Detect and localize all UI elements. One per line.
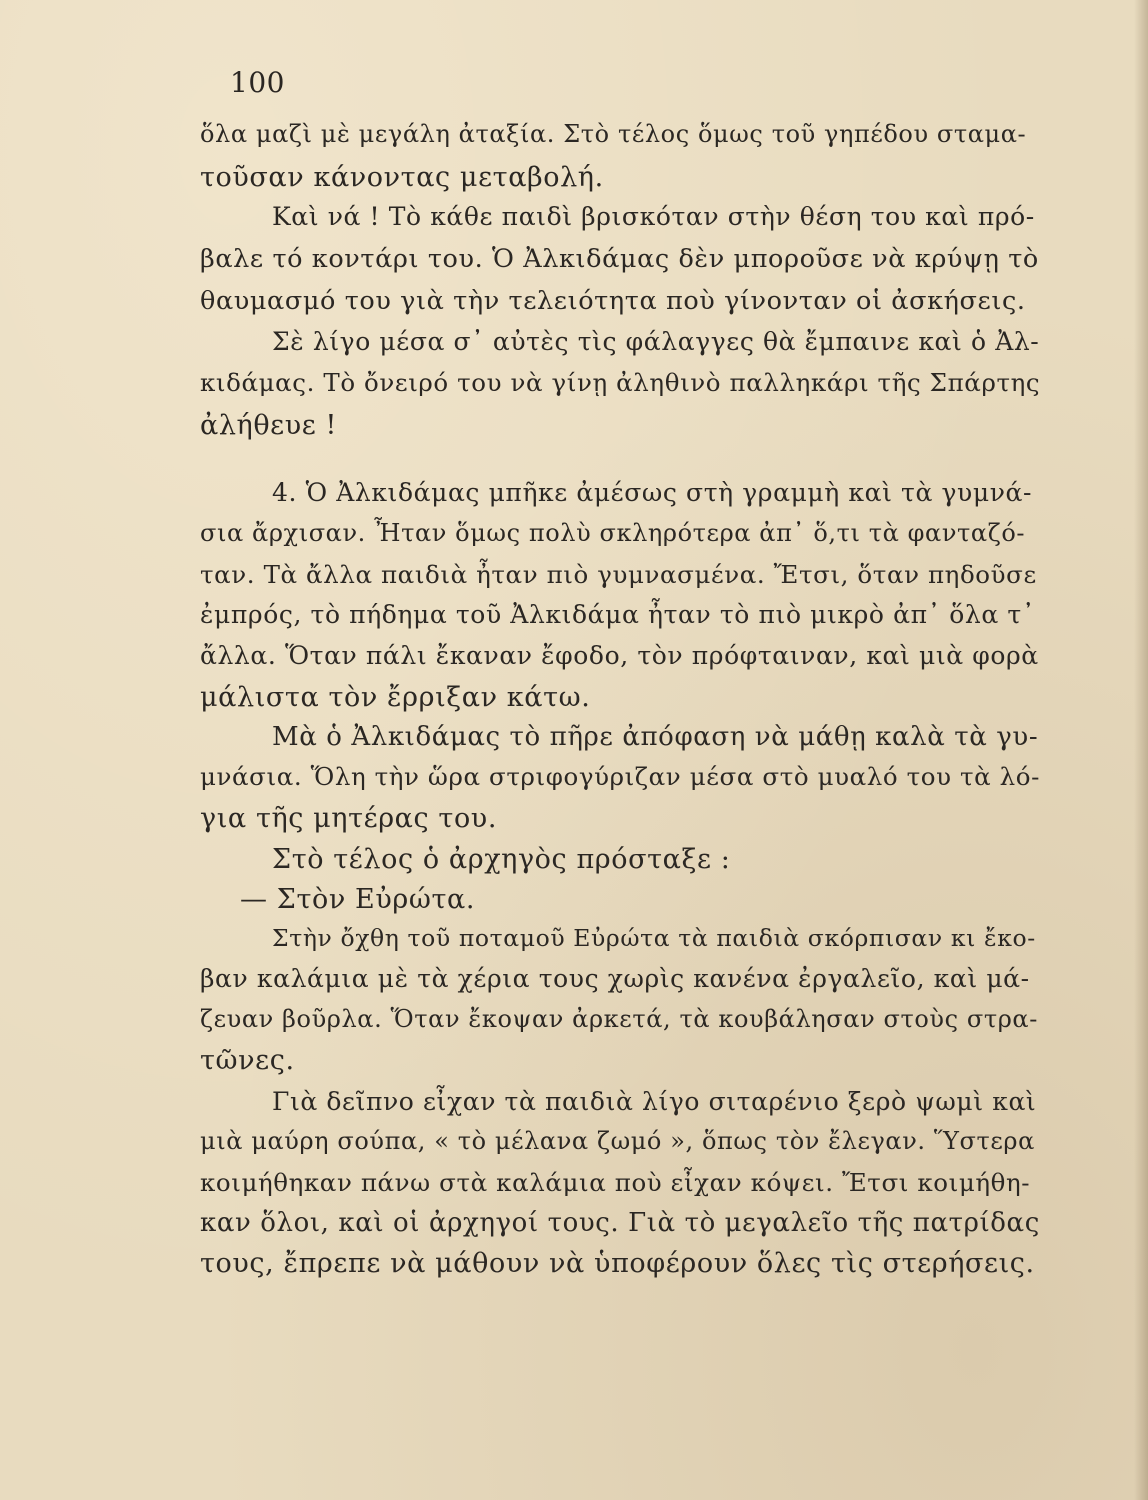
text-line: κιδάμας. Τὸ ὄνειρό του νὰ γίνῃ ἀληθινὸ παλληκάρι τῆς Σπάρτης	[200, 368, 1041, 397]
page-edge-shadow	[1134, 0, 1148, 1500]
text-line: Γιὰ δεῖπνο εἶχαν τὰ παιδιὰ λίγο σιταρένιο ξερὸ ψωμὶ καὶ	[272, 1087, 1037, 1116]
text-line: ἐμπρός, τὸ πήδημα τοῦ Ἀλκιδάμα ἦταν τὸ πιὸ μικρὸ ἀπ᾽ ὅλα τ᾽	[200, 600, 1035, 629]
text-line: καν ὅλοι, καὶ οἱ ἀρχηγοί τους. Γιὰ τὸ μεγαλεῖο τῆς πατρίδας	[200, 1208, 1040, 1238]
text-line: ταν. Τὰ ἄλλα παιδιὰ ἦταν πιὸ γυμνασμένα. Ἔτσι, ὅταν πηδοῦσε	[200, 560, 1037, 589]
text-line: κοιμήθηκαν πάνω στὰ καλάμια ποὺ εἶχαν κόψει. Ἔτσι κοιμήθη-	[200, 1168, 1031, 1197]
page-number: 100	[230, 66, 285, 99]
text-line: ἄλλα. Ὅταν πάλι ἔκαναν ἔφοδο, τὸν πρόφταιναν, καὶ μιὰ φορὰ	[200, 641, 1039, 670]
text-line: τους, ἔπρεπε νὰ μάθουν νὰ ὑποφέρουν ὅλες τὶς στερήσεις.	[200, 1248, 1035, 1279]
text-line: βαν καλάμια μὲ τὰ χέρια τους χωρὶς κανένα ἐργαλεῖο, καὶ μά-	[200, 964, 1030, 993]
text-line: Καὶ νά ! Τὸ κάθε παιδὶ βρισκόταν στὴν θέση του καὶ πρό-	[272, 202, 1035, 231]
text-line: βαλε τό κοντάρι του. Ὁ Ἀλκιδάμας δὲν μποροῦσε νὰ κρύψῃ τὸ	[200, 244, 1039, 274]
text-line: ἀλήθευε !	[200, 410, 337, 441]
text-line: Σὲ λίγο μέσα σ᾽ αὐτὲς τὶς φάλαγγες θὰ ἔμπαινε καὶ ὁ Ἀλ-	[272, 327, 1040, 356]
text-line: 4. Ὁ Ἀλκιδάμας μπῆκε ἀμέσως στὴ γραμμὴ καὶ τὰ γυμνά-	[272, 478, 1033, 507]
text-line: μιὰ μαύρη σούπα, « τὸ μέλανα ζωμό », ὅπως τὸν ἔλεγαν. Ὕστερα	[200, 1127, 1035, 1155]
text-line: τοῦσαν κάνοντας μεταβολή.	[200, 162, 604, 193]
text-line: — Στὸν Εὐρώτα.	[240, 884, 476, 915]
text-line: σια ἄρχισαν. Ἦταν ὅμως πολὺ σκληρότερα ἀπ᾽ ὅ,τι τὰ φανταζό-	[200, 519, 1026, 547]
text-line: μάλιστα τὸν ἔρριξαν κάτω.	[200, 682, 591, 713]
text-line: Στὴν ὄχθη τοῦ ποταμοῦ Εὐρώτα τὰ παιδιὰ σκόρπισαν κι ἔκο-	[272, 924, 1036, 952]
text-line: μνάσια. Ὅλη τὴν ὥρα στριφογύριζαν μέσα στὸ μυαλό του τὰ λό-	[200, 762, 1041, 791]
text-line: τῶνες.	[200, 1045, 295, 1076]
text-line: για τῆς μητέρας του.	[200, 803, 498, 834]
text-line: θαυμασμό του γιὰ τὴν τελειότητα ποὺ γίνονταν οἱ ἀσκήσεις.	[200, 286, 1026, 316]
text-line: ὅλα μαζὶ μὲ μεγάλη ἀταξία. Στὸ τέλος ὅμως τοῦ γηπέδου σταμα-	[200, 120, 1027, 148]
text-line: Στὸ τέλος ὁ ἀρχηγὸς πρόσταξε :	[272, 844, 731, 875]
text-line: Μὰ ὁ Ἀλκιδάμας τὸ πῆρε ἀπόφαση νὰ μάθῃ καλὰ τὰ γυ-	[272, 722, 1039, 752]
text-line: ζευαν βοῦρλα. Ὅταν ἔκοψαν ἀρκετά, τὰ κουβάλησαν στοὺς στρα-	[200, 1005, 1038, 1033]
